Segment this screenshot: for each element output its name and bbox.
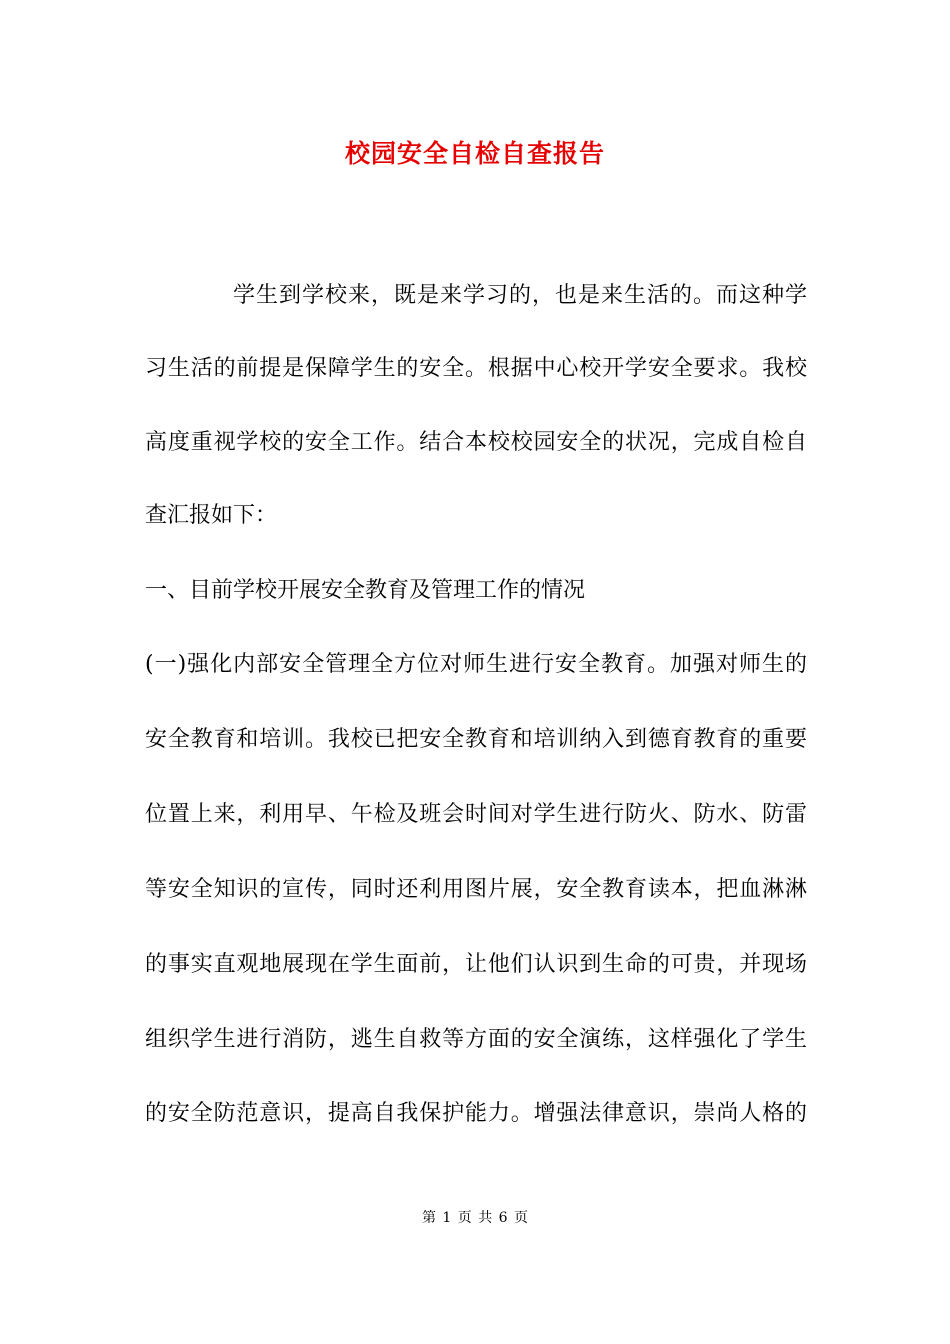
document-title: 校园安全自检自查报告 (344, 139, 605, 168)
paragraph-line-2: 习生活的前提是保障学生的安全。根据中心校开学安全要求。我校 (145, 356, 807, 381)
paragraph-line-5: (一)强化内部安全管理全方位对师生进行安全教育。加强对师生的 (145, 652, 807, 677)
paragraph-line-10: 组织学生进行消防，逃生自救等方面的安全演练，这样强化了学生 (145, 1027, 807, 1052)
paragraph-line-7: 位置上来，利用早、午检及班会时间对学生进行防火、防水、防雷 (145, 802, 807, 827)
section-heading-1: 一、目前学校开展安全教育及管理工作的情况 (145, 578, 586, 603)
paragraph-line-11: 的安全防范意识，提高自我保护能力。增强法律意识，崇尚人格的 (145, 1101, 807, 1126)
paragraph-line-4: 查汇报如下： (145, 503, 278, 528)
paragraph-line-6: 安全教育和培训。我校已把安全教育和培训纳入到德育教育的重要 (145, 727, 807, 752)
paragraph-line-1: 学生到学校来，既是来学习的，也是来生活的。而这种学 (233, 283, 807, 308)
paragraph-line-8: 等安全知识的宣传，同时还利用图片展，安全教育读本，把血淋淋 (145, 877, 807, 902)
paragraph-line-9: 的事实直观地展现在学生面前，让他们认识到生命的可贵，并现场 (145, 952, 807, 977)
paragraph-line-3: 高度重视学校的安全工作。结合本校校园安全的状况，完成自检自 (145, 430, 807, 455)
page-number-footer: 第 1 页 共 6 页 (421, 1210, 529, 1226)
